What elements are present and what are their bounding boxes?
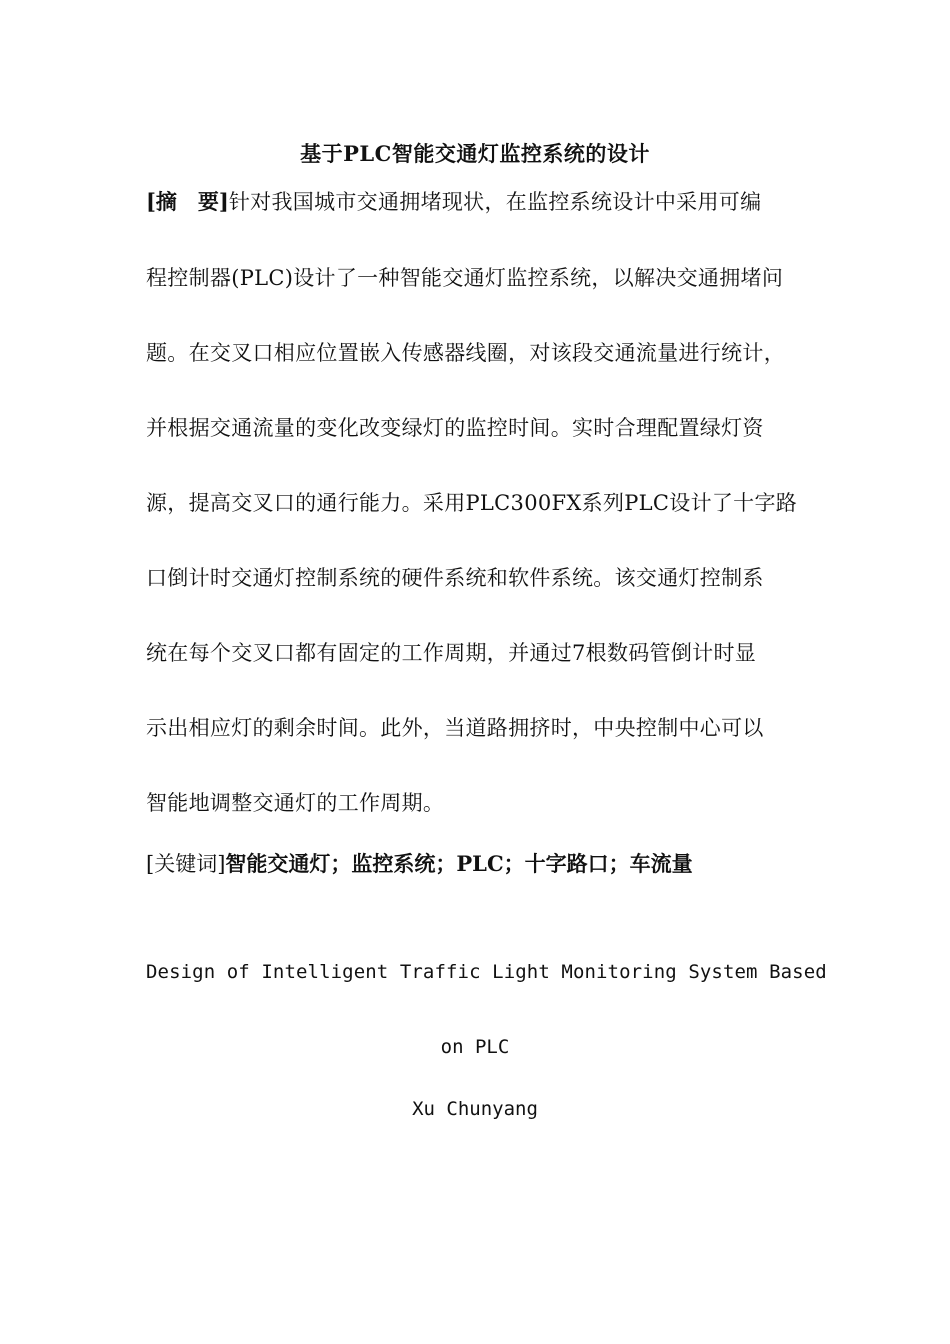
keywords-label: [关键词] — [146, 852, 226, 876]
abstract-text-1: 针对我国城市交通拥堵现状，在监控系统设计中采用可编 — [228, 190, 762, 214]
abstract-line-5: 源，提高交叉口的通行能力。采用PLC300FX系列PLC设计了十字路 — [146, 491, 798, 515]
abstract-line-3: 题。在交叉口相应位置嵌入传感器线圈，对该段交通流量进行统计， — [146, 341, 785, 365]
abstract-line-7: 统在每个交叉口都有固定的工作周期，并通过7根数码管倒计时显 — [146, 641, 757, 665]
abstract-line-2: 程控制器(PLC)设计了一种智能交通灯监控系统，以解决交通拥堵问 — [146, 266, 784, 290]
abstract-line-1 — [146, 186, 761, 216]
english-title-line-1: Design of Intelligent Traffic Light Monitoring System Based — [146, 961, 827, 983]
abstract-line-8: 示出相应灯的剩余时间。此外，当道路拥挤时，中央控制中心可以 — [146, 716, 764, 740]
author-name: Xu Chunyang — [412, 1098, 538, 1120]
abstract-label: [摘 要] — [146, 189, 229, 214]
abstract-line-4: 并根据交通流量的变化改变绿灯的监控时间。实时合理配置绿灯资 — [146, 416, 764, 440]
keywords-text: 智能交通灯；监控系统；PLC；十字路口；车流量 — [225, 851, 693, 876]
chinese-title: 基于PLC智能交通灯监控系统的设计 — [300, 141, 650, 166]
abstract-line-9: 智能地调整交通灯的工作周期。 — [146, 791, 445, 815]
abstract-line-6: 口倒计时交通灯控制系统的硬件系统和软件系统。该交通灯控制系 — [146, 566, 764, 590]
english-title-line-2: on PLC — [440, 1036, 510, 1058]
keywords-line — [146, 848, 693, 878]
